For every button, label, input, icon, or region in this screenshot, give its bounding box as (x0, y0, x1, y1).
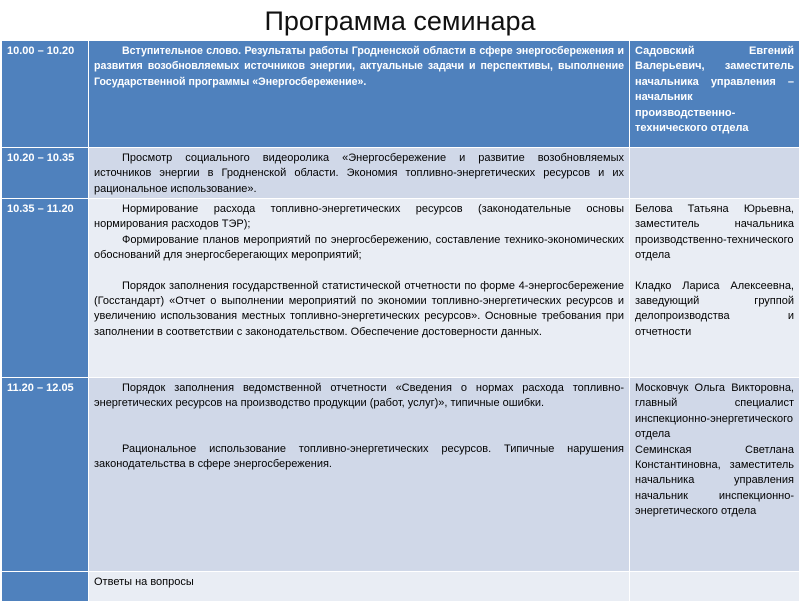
topic-paragraph: Порядок заполнения ведомственной отчетности «Сведения о нормах расхода топливно-энергетических ресурсов на производство продукции (работ, услуг)», типичные ошибки. (94, 382, 624, 410)
speaker-cell (630, 378, 800, 572)
seminar-program-table (1, 40, 800, 602)
speaker-text: Белова Татьяна Юрьевна, заместитель начальника производственно-технического отдела (635, 203, 794, 262)
table-row (2, 572, 800, 602)
topic-cell (89, 148, 630, 199)
table-row (2, 148, 800, 199)
time-cell: 10.20 – 10.35 (2, 148, 89, 199)
speaker-cell (630, 199, 800, 378)
speaker-text: Садовский Евгений Валерьевич, заместитель начальника управления – начальник производственно-технического отдела (635, 45, 794, 135)
topic-cell (89, 199, 630, 378)
table-row (2, 378, 800, 572)
time-cell: 11.20 – 12.05 (2, 378, 89, 572)
time-cell: 10.35 – 11.20 (2, 199, 89, 378)
speaker-text: Московчук Ольга Викторовна, главный специалист инспекционно-энергетического отдела (635, 382, 794, 441)
speaker-cell (630, 41, 800, 148)
speaker-text: Кладко Лариса Алексеевна, заведующий группой делопроизводства и отчетности (635, 279, 794, 338)
speaker-cell (630, 148, 800, 199)
topic-text: Вступительное слово. Результаты работы Гродненской области в сфере энергосбережения и развития возобновляемых источников энергии, актуальные задачи и перспективы, выполнение Государственной программы «Энергосбережение». (94, 45, 624, 88)
topic-paragraph: Рациональное использование топливно-энергетических ресурсов. Типичные нарушения законодательства в сфере энергосбережения. (94, 442, 624, 471)
table-row (2, 199, 800, 378)
topic-text: Просмотр социального видеоролика «Энергосбережение и развитие возобновляемых источников энергии в Гродненской области. Экономия топливно-энергетических ресурсов и их рациональное использование». (94, 152, 624, 195)
topic-cell (89, 378, 630, 572)
page-title: Программа семинара (264, 6, 536, 36)
speaker-cell (630, 572, 800, 602)
speaker-text: Семинская Светлана Константиновна, заместитель начальника управления начальник инспекционно-энергетического отдела (635, 443, 794, 518)
topic-paragraph: Порядок заполнения государственной статистической отчетности по форме 4-энергосбережение (Госстандарт) «Отчет о выполнении мероприятий по экономии топливно-энергетических ресурсов и увеличению использования местных топливно-энергетических ресурсов». Основные требования при заполнении в соответствии с законодательством. Обеспечение достоверности данных. (94, 279, 624, 338)
topic-paragraph: Формирование планов мероприятий по энергосбережению, составление технико-экономических обоснований для энергосберегающих мероприятий; (94, 233, 624, 262)
topic-paragraph: Нормирование расхода топливно-энергетических ресурсов (законодательные основы нормирования расходов ТЭР); (94, 203, 624, 231)
answers-cell: Ответы на вопросы (89, 572, 630, 602)
table-row (2, 41, 800, 148)
time-cell: 10.00 – 10.20 (2, 41, 89, 148)
time-cell (2, 572, 89, 602)
topic-cell (89, 41, 630, 148)
